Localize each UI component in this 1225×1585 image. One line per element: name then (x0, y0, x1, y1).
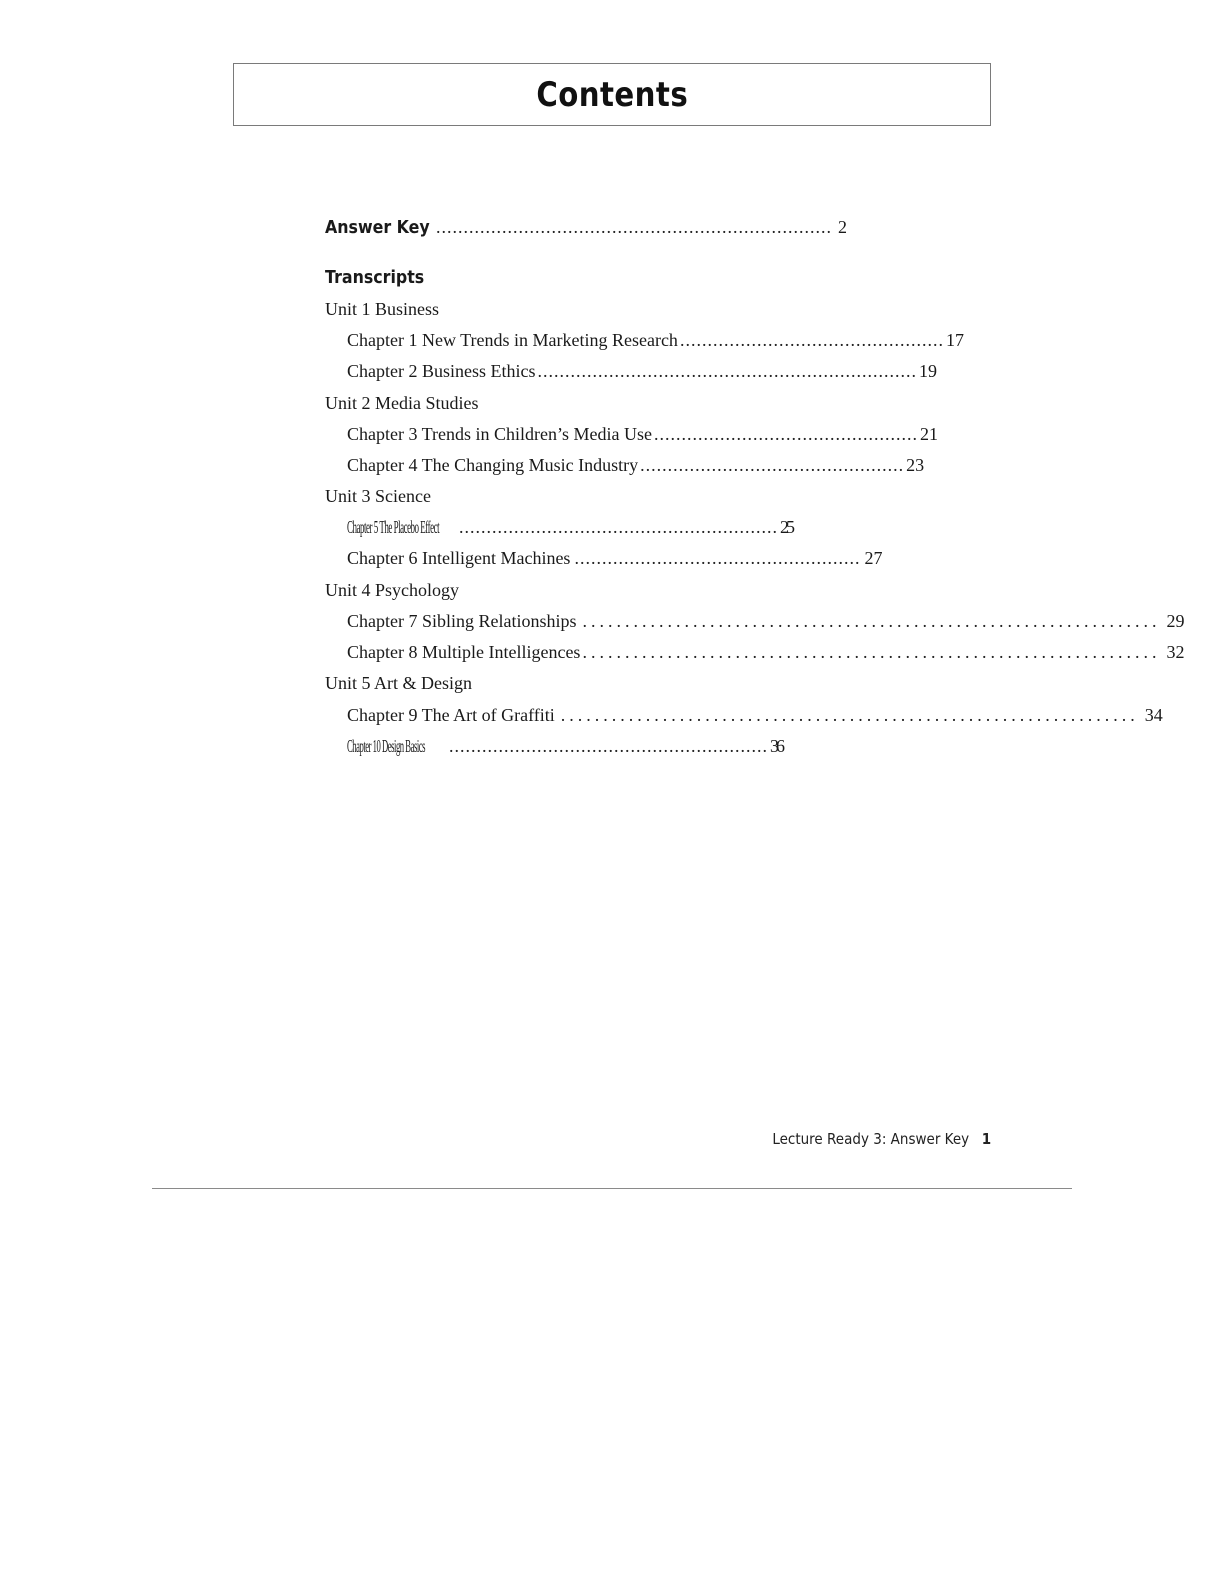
chapter-page: 32 (1166, 642, 1185, 662)
toc-chapter[interactable]: Chapter 3 Trends in Children’s Media Use ................................................ 21 (347, 424, 938, 444)
chapter-page: 27 (864, 548, 883, 568)
chapter-page: 17 (945, 330, 964, 350)
chapter-page: 25 (780, 517, 792, 537)
toc-chapter[interactable]: Chapter 4 The Changing Music Industry ................................................ 23 (347, 455, 925, 475)
toc-chapter[interactable]: Chapter 2 Business Ethics ..................................................................... 19 (347, 361, 937, 381)
toc-chapter[interactable]: Chapter 8 Multiple Intelligences .................................................................... 32 (347, 642, 1185, 662)
chapter-page: 29 (1166, 611, 1185, 631)
chapter-label: Chapter 9 The Art of Graffiti (347, 705, 555, 725)
unit-heading: Unit 5 Art & Design (325, 673, 472, 693)
chapter-page: 19 (918, 361, 937, 381)
page-title: Contents (536, 74, 688, 115)
chapter-label: Chapter 6 Intelligent Machines (347, 548, 571, 568)
chapter-page: 23 (906, 455, 925, 475)
chapter-page: 34 (1144, 705, 1163, 725)
toc-chapter[interactable]: Chapter 6 Intelligent Machines .................................................... 27 (347, 548, 883, 568)
unit-heading: Unit 3 Science (325, 486, 431, 506)
page-number: 1 (981, 1130, 991, 1148)
toc-answer-key[interactable]: Answer Key ........................................................................ 2 (325, 217, 848, 238)
chapter-label: Chapter 2 Business Ethics (347, 361, 536, 381)
answer-key-page: 2 (838, 217, 848, 237)
chapter-label: Chapter 7 Sibling Relationships (347, 611, 577, 631)
chapter-page: 21 (919, 424, 938, 444)
toc-chapter[interactable]: Chapter 1 New Trends in Marketing Research ................................................ 17 (347, 330, 964, 350)
page-footer (772, 1130, 991, 1148)
transcripts-heading: Transcripts (325, 267, 425, 288)
title-box (233, 63, 991, 126)
unit-heading: Unit 1 Business (325, 299, 440, 319)
chapter-label: Chapter 3 Trends in Children’s Media Use (347, 424, 652, 444)
answer-key-label: Answer Key (325, 217, 430, 238)
chapter-label: Chapter 5 The Placebo Effect (347, 517, 440, 537)
toc-chapter[interactable]: Chapter 10 Design Basics .......................................................... 36 (347, 736, 782, 756)
toc-chapter[interactable]: Chapter 5 The Placebo Effect .......................................................... 25 (347, 517, 792, 537)
chapter-label: Chapter 1 New Trends in Marketing Research (347, 330, 678, 350)
chapter-label: Chapter 10 Design Basics (347, 736, 425, 756)
chapter-label: Chapter 8 Multiple Intelligences (347, 642, 581, 662)
toc-chapter[interactable]: Chapter 9 The Art of Graffiti .................................................................... 34 (347, 705, 1163, 725)
chapter-page: 36 (770, 736, 782, 756)
chapter-label: Chapter 4 The Changing Music Industry (347, 455, 639, 475)
toc-chapter[interactable]: Chapter 7 Sibling Relationships .................................................................... 29 (347, 611, 1185, 631)
unit-heading: Unit 2 Media Studies (325, 393, 479, 413)
footer-text: Lecture Ready 3: Answer Key (772, 1130, 970, 1148)
horizontal-divider (152, 1188, 1072, 1189)
unit-heading: Unit 4 Psychology (325, 580, 460, 600)
